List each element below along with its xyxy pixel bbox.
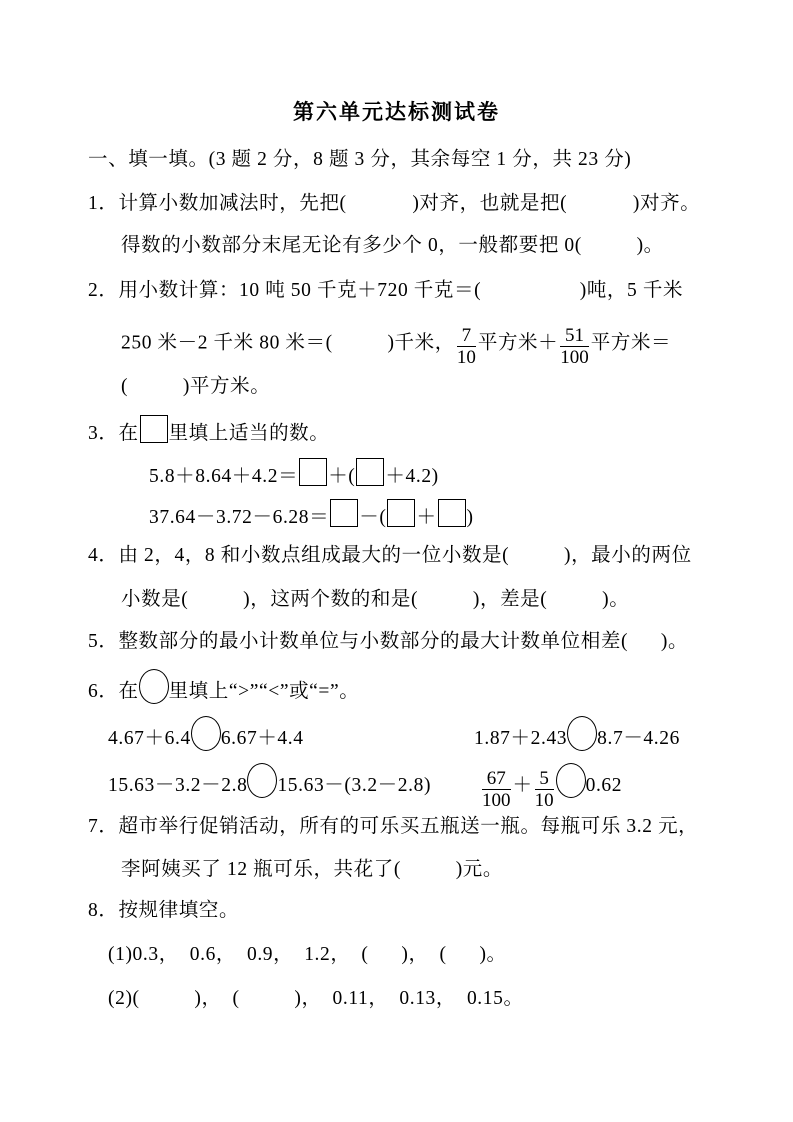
text-run: 得数的小数部分末尾无论有多少个 0，一般都要把 0( )。	[121, 235, 664, 256]
fraction-numerator: 5	[535, 769, 554, 790]
fraction-denominator: 100	[482, 790, 511, 811]
answer-box	[299, 458, 327, 486]
text-run: －(	[359, 507, 387, 528]
text-run: ＋4.2)	[385, 466, 439, 487]
question-1-line-1	[88, 190, 700, 217]
text-run: ( )平方米。	[121, 376, 271, 397]
question-3-line-3	[149, 499, 474, 531]
question-2-line-1	[88, 277, 683, 304]
text-run: 250 米－2 千米 80 米＝( )千米，	[121, 332, 455, 354]
question-4-line-1	[88, 542, 692, 569]
answer-box	[438, 499, 466, 527]
paper-title: 第六单元达标测试卷	[293, 100, 500, 124]
text-run: 1.87＋2.43	[474, 728, 568, 749]
question-8-line-1	[88, 897, 239, 924]
text-run: 4．由 2，4，8 和小数点组成最大的一位小数是( )，最小的两位	[88, 545, 692, 566]
text-run: 8.7－4.26	[597, 728, 680, 749]
fraction-denominator: 10	[534, 790, 554, 811]
text-run: 15.63－3.2－2.8	[108, 775, 248, 796]
text-run: 37.64－3.72－6.28＝	[149, 507, 330, 528]
text-run: 4.67＋6.4	[108, 728, 191, 749]
text-run: ＋	[512, 775, 533, 796]
text-run: 8．按规律填空。	[88, 900, 240, 921]
fraction-numerator: 51	[560, 326, 589, 347]
answer-box	[356, 458, 384, 486]
text-run: 平方米＋	[477, 332, 559, 354]
question-6-compare-1-left	[108, 716, 304, 752]
text-run: )	[466, 507, 474, 528]
text-run: 0.62	[585, 775, 623, 796]
comparison-circle	[191, 716, 221, 751]
text-run: 5.8＋8.64＋4.2＝	[149, 466, 299, 487]
fraction-denominator: 100	[560, 347, 589, 369]
text-run: 李阿姨买了 12 瓶可乐，共花了( )元。	[121, 859, 503, 880]
question-2-line-3	[121, 373, 270, 400]
text-run: 7．超市举行促销活动，所有的可乐买五瓶送一瓶。每瓶可乐 3.2 元，	[88, 816, 699, 837]
question-8-part-1	[108, 941, 507, 968]
text-run: 1．计算小数加减法时，先把( )对齐，也就是把( )对齐。	[88, 193, 701, 214]
comparison-circle	[247, 763, 277, 798]
comparison-circle	[139, 669, 169, 704]
answer-box	[387, 499, 415, 527]
question-1-line-2	[121, 232, 664, 259]
text-run: 平方米＝	[590, 332, 672, 354]
fraction-numerator: 67	[482, 769, 511, 790]
fraction	[560, 326, 589, 368]
question-5-line-1	[88, 628, 688, 655]
fraction-numerator: 7	[457, 326, 476, 347]
comparison-circle	[567, 716, 597, 751]
fraction	[457, 326, 476, 368]
text-run: (1)0.3， 0.6， 0.9， 1.2， ( )， ( )。	[108, 944, 507, 965]
text-run: 3．在	[88, 423, 139, 444]
answer-box	[330, 499, 358, 527]
section-header: 一、填一填。(3 题 2 分，8 题 3 分，其余每空 1 分，共 23 分)	[88, 149, 632, 170]
question-6-line-1	[88, 669, 359, 705]
answer-box	[140, 415, 168, 443]
text-run: 6．在	[88, 681, 139, 702]
text-run: (2)( )， ( )， 0.11， 0.13， 0.15。	[108, 988, 524, 1009]
comparison-circle	[556, 763, 586, 798]
question-4-line-2	[121, 586, 629, 613]
fraction	[535, 769, 554, 811]
text-run: 2．用小数计算：10 吨 50 千克＋720 千克＝( )吨，5 千米	[88, 280, 684, 301]
fraction	[482, 769, 511, 811]
question-6-compare-1-right	[474, 716, 680, 752]
question-7-line-2	[121, 856, 503, 883]
question-6-compare-2-right	[480, 763, 622, 810]
text-run: 里填上“>”“<”或“=”。	[168, 681, 360, 702]
fraction-denominator: 10	[456, 347, 476, 369]
text-run: 5．整数部分的最小计数单位与小数部分的最大计数单位相差( )。	[88, 631, 689, 652]
question-7-line-1	[88, 813, 698, 840]
text-run: ＋	[416, 507, 437, 528]
question-8-part-2	[108, 985, 524, 1012]
question-6-compare-2-left	[108, 763, 431, 799]
text-run: ＋(	[328, 466, 356, 487]
text-run: 15.63－(3.2－2.8)	[277, 775, 432, 796]
question-3-line-2	[149, 458, 439, 490]
text-run: 小数是( )，这两个数的和是( )，差是( )。	[121, 589, 630, 610]
text-run: 6.67＋4.4	[220, 728, 304, 749]
question-3-line-1	[88, 415, 329, 447]
question-2-line-2	[121, 326, 671, 368]
text-run: 里填上适当的数。	[168, 423, 330, 444]
